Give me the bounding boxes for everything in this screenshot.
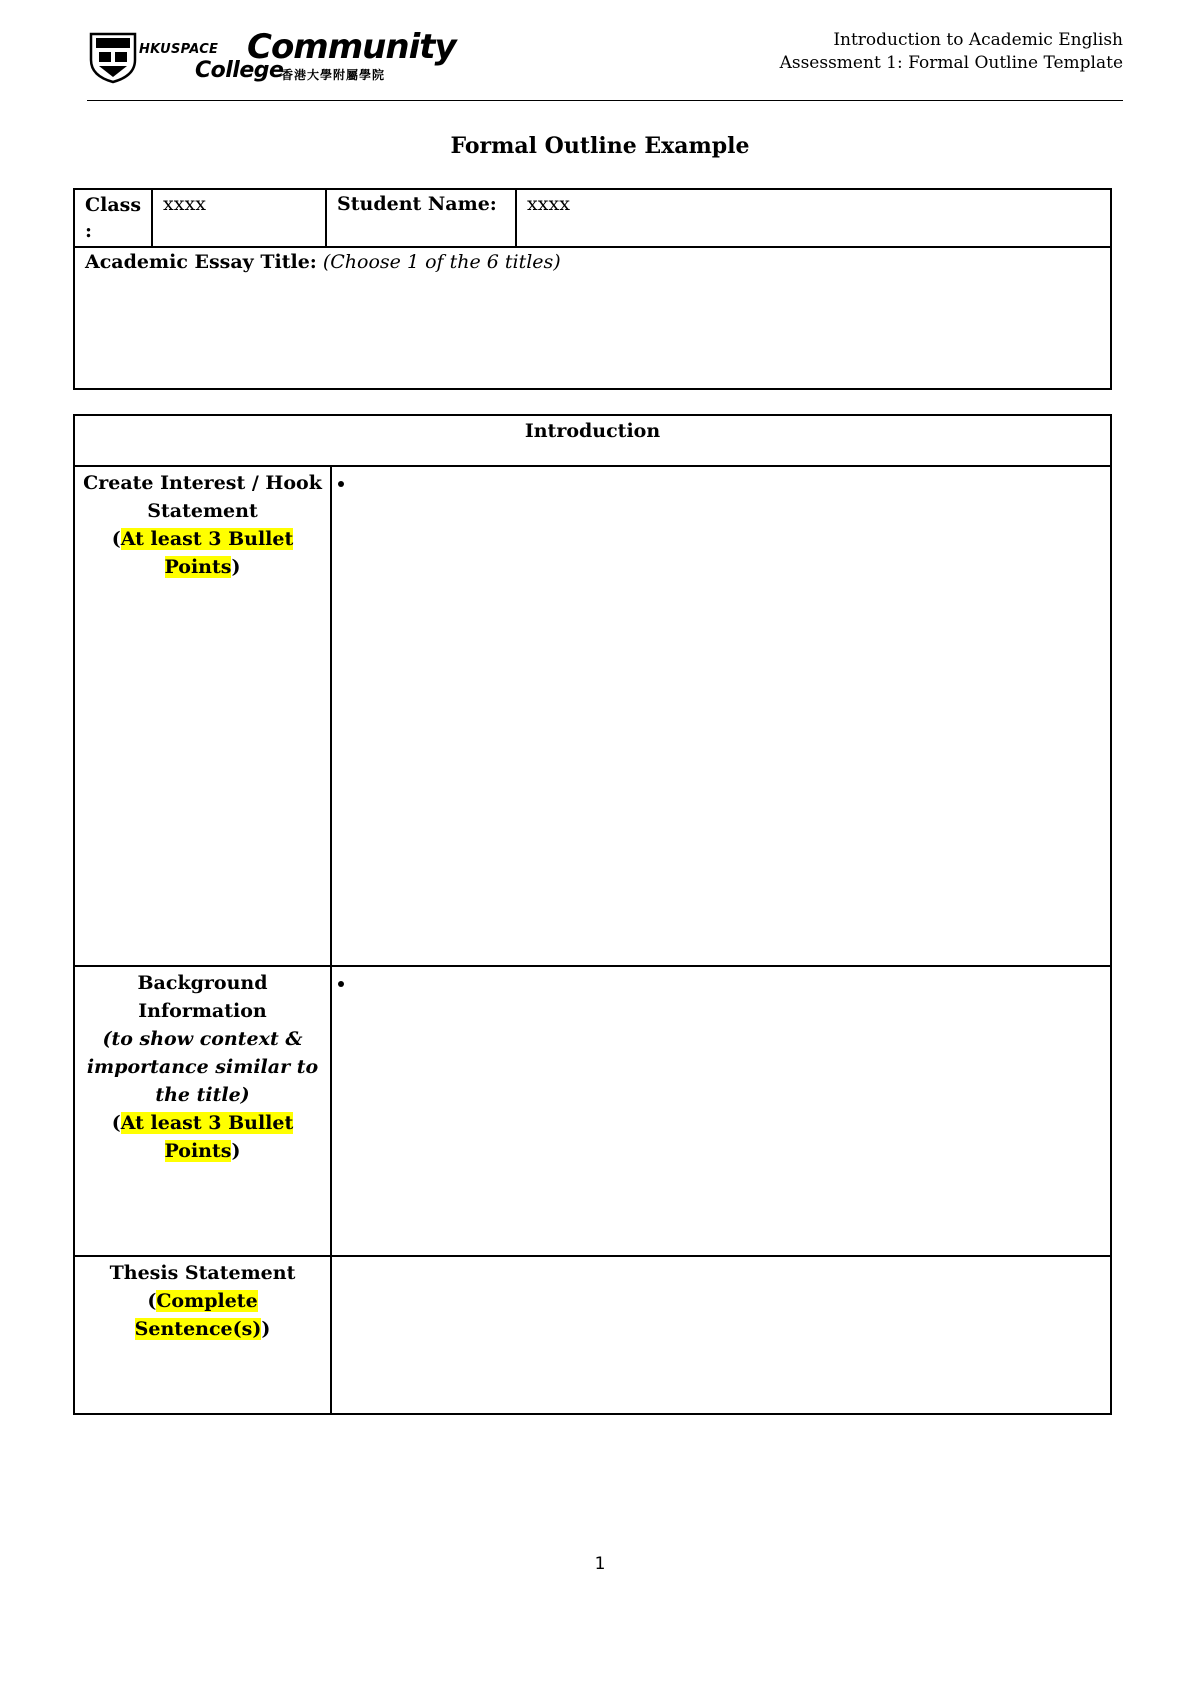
- thesis-requirement-highlight: Complete Sentence(s): [134, 1290, 262, 1340]
- student-info-table: [73, 188, 1112, 390]
- student-name-label: Student Name:: [326, 189, 516, 247]
- essay-title-label: Academic Essay Title:: [85, 251, 317, 273]
- section-header: Introduction: [74, 415, 1111, 466]
- thesis-requirement: (Complete Sentence(s)): [134, 1290, 271, 1340]
- hook-requirement-highlight: At least 3 Bullet Points: [120, 528, 294, 578]
- class-label-colon: :: [85, 220, 93, 242]
- page-header: [87, 26, 1123, 101]
- hook-bullet-list: [342, 470, 1100, 496]
- background-note: (to show context & importance similar to the title): [86, 1028, 319, 1106]
- hook-label: Create Interest / Hook Statement: [83, 472, 322, 522]
- background-label: Background Information: [137, 972, 268, 1022]
- hook-requirement: (At least 3 Bullet Points): [111, 528, 294, 578]
- introduction-outline-table: [73, 414, 1112, 1415]
- essay-title-hint: (Choose 1 of the 6 titles): [322, 251, 561, 273]
- logo-hkuspace-text: HKUSPACE: [139, 42, 219, 57]
- hook-bullet: [356, 470, 1100, 496]
- student-name-value: xxxx: [527, 193, 570, 215]
- student-name-value-cell[interactable]: [516, 189, 1111, 247]
- background-bullet-list: [342, 970, 1100, 996]
- thesis-label-cell: [74, 1256, 331, 1414]
- crest-icon: [87, 30, 139, 84]
- logo-chinese-text: 香港大學附屬學院: [281, 68, 386, 82]
- class-value: xxxx: [163, 193, 206, 215]
- thesis-label: Thesis Statement: [109, 1262, 296, 1284]
- class-value-cell[interactable]: [152, 189, 326, 247]
- header-course-info: [780, 29, 1123, 75]
- background-content-cell[interactable]: [331, 966, 1111, 1256]
- hook-content-cell[interactable]: [331, 466, 1111, 966]
- background-requirement-highlight: At least 3 Bullet Points: [120, 1112, 294, 1162]
- class-label: Class: [85, 194, 142, 216]
- assessment-name: Assessment 1: Formal Outline Template: [779, 53, 1123, 73]
- hook-label-cell: [74, 466, 331, 966]
- college-logo: [87, 27, 456, 90]
- page-number: 1: [594, 1554, 606, 1574]
- logo-college-text: College: [195, 58, 284, 83]
- document-title: Formal Outline Example: [450, 133, 750, 159]
- logo-community-text: Community: [247, 27, 456, 67]
- essay-title-cell[interactable]: [74, 247, 1111, 389]
- background-requirement: (At least 3 Bullet Points): [111, 1112, 294, 1162]
- thesis-content-cell[interactable]: [331, 1256, 1111, 1414]
- class-label-cell: [74, 189, 152, 247]
- background-label-cell: [74, 966, 331, 1256]
- course-name: Introduction to Academic English: [833, 30, 1123, 50]
- background-bullet: [356, 970, 1100, 996]
